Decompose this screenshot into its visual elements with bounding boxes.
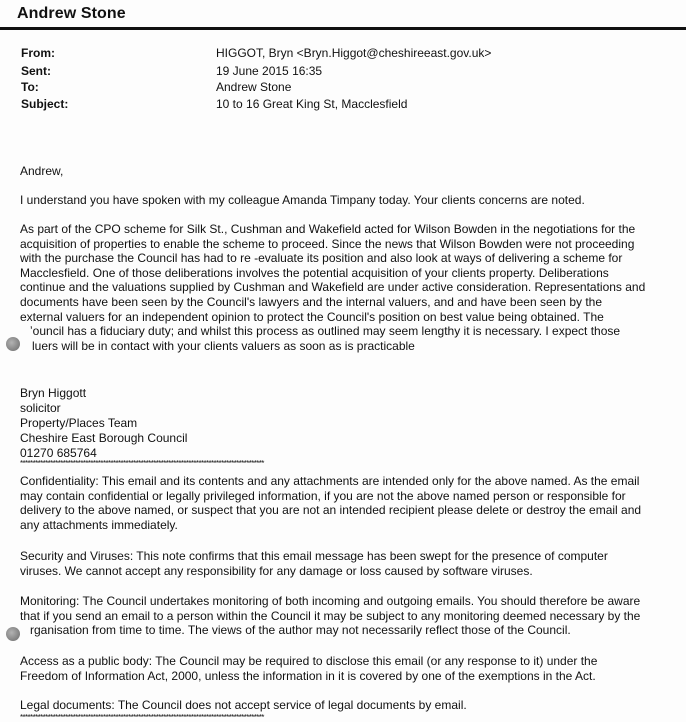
sent-value: 19 June 2015 16:35 xyxy=(216,64,323,78)
paragraph-line: ʼouncil has a fiduciary duty; and whilst this process as outlined may seem lengthy it is necessary. I expect those xyxy=(30,324,621,339)
paragraph-line: As part of the CPO scheme for Silk St., Cushman and Wakefield acted for Wilson Bowden in the negotiations for the xyxy=(20,222,636,236)
paragraph-line: with the purchase the Council has had to re -evaluate its position and also look at ways of delivering a scheme for xyxy=(20,251,623,266)
to-value: Andrew Stone xyxy=(216,80,292,94)
hole-punch-mark xyxy=(6,337,20,351)
disclaimer-line: Access as a public body: The Council may be required to disclose this email (or any response to it) under the xyxy=(20,654,598,668)
disclaimer-line: any attachments immediately. xyxy=(20,517,178,532)
paragraph-cpo-scheme xyxy=(20,222,684,353)
monitoring-notice xyxy=(20,594,684,638)
to-label: To: xyxy=(21,80,39,94)
sender-title: Andrew Stone xyxy=(17,5,126,22)
confidentiality-notice xyxy=(20,474,684,532)
signature-name: Bryn Higgott xyxy=(20,386,87,400)
disclaimer-line: Security and Viruses: This note confirms that this email message has been swept for the presence of computer xyxy=(20,549,608,563)
from-label: From: xyxy=(21,46,55,60)
disclaimer-line: viruses. We cannot accept any responsibility for any damage or loss caused by software viruses. xyxy=(20,563,533,578)
disclaimer-line: that if you send an email to a person within the Council it may be subject to any monitoring deemed necessary by the xyxy=(20,608,641,623)
sent-label: Sent: xyxy=(21,64,51,78)
disclaimer-line: Monitoring: The Council undertakes monitoring of both incoming and outgoing emails. You should therefore be aware xyxy=(20,594,641,608)
signature-block xyxy=(20,386,684,461)
paragraph-line: Macclesfield. One of those deliberations involves the potential acquisition of your clients property. Deliberations xyxy=(20,265,609,280)
disclaimer-line: Confidentiality: This email and its contents and any attachments are intended only for the above named. As the email xyxy=(20,474,640,488)
paragraph-line: acquisition of properties to enable the scheme to proceed. Since the news that Wilson Bowden were not proceeding xyxy=(20,236,635,251)
paragraph-line: documents have been seen by the Council's lawyers and the internal valuers, and and have been seen by the xyxy=(20,294,603,309)
paragraph-line: external valuers for an independent opinion to protect the Council's position on best value being obtained. The xyxy=(20,309,604,324)
separator-top: ************************************************************************************************* xyxy=(20,460,264,468)
signature-team: Property/Places Team xyxy=(20,416,138,430)
separator-bottom: ************************************************************************************************* xyxy=(20,714,264,722)
paragraph-intro: I understand you have spoken with my colleague Amanda Timpany today. Your clients concerns are noted. xyxy=(20,193,585,207)
paragraph-line: continue and the valuations supplied by Cushman and Wakefield are under active consideration. Representations and xyxy=(20,280,646,295)
subject-label: Subject: xyxy=(21,97,69,111)
security-notice xyxy=(20,549,684,578)
disclaimer-line: delivery to the above named, or suspect that you are not an intended recipient please delete or destroy the email and xyxy=(20,503,642,518)
signature-role: solicitor xyxy=(20,401,61,415)
paragraph-line: luers will be in contact with your clients valuers as soon as is practicable xyxy=(32,338,415,353)
subject-value: 10 to 16 Great King St, Macclesfield xyxy=(216,97,408,111)
disclaimer-line: rganisation from time to time. The views of the author may not necessarily reflect those of the Council. xyxy=(30,623,571,638)
greeting: Andrew, xyxy=(20,164,64,178)
signature-phone: 01270 685764 xyxy=(20,446,97,460)
title-divider xyxy=(0,27,686,30)
disclaimer-line: may contain confidential or legally privileged information, if you are not the above named person or responsible for xyxy=(20,488,626,503)
hole-punch-mark xyxy=(6,627,20,641)
signature-org: Cheshire East Borough Council xyxy=(20,431,188,445)
from-value: HIGGOT, Bryn <Bryn.Higgot@cheshireeast.gov.uk> xyxy=(216,46,492,60)
access-notice xyxy=(20,654,684,683)
legal-notice: Legal documents: The Council does not accept service of legal documents by email. xyxy=(20,698,467,712)
disclaimer-line: Freedom of Information Act, 2000, unless the information in it is covered by one of the exemptions in the Act. xyxy=(20,668,596,683)
